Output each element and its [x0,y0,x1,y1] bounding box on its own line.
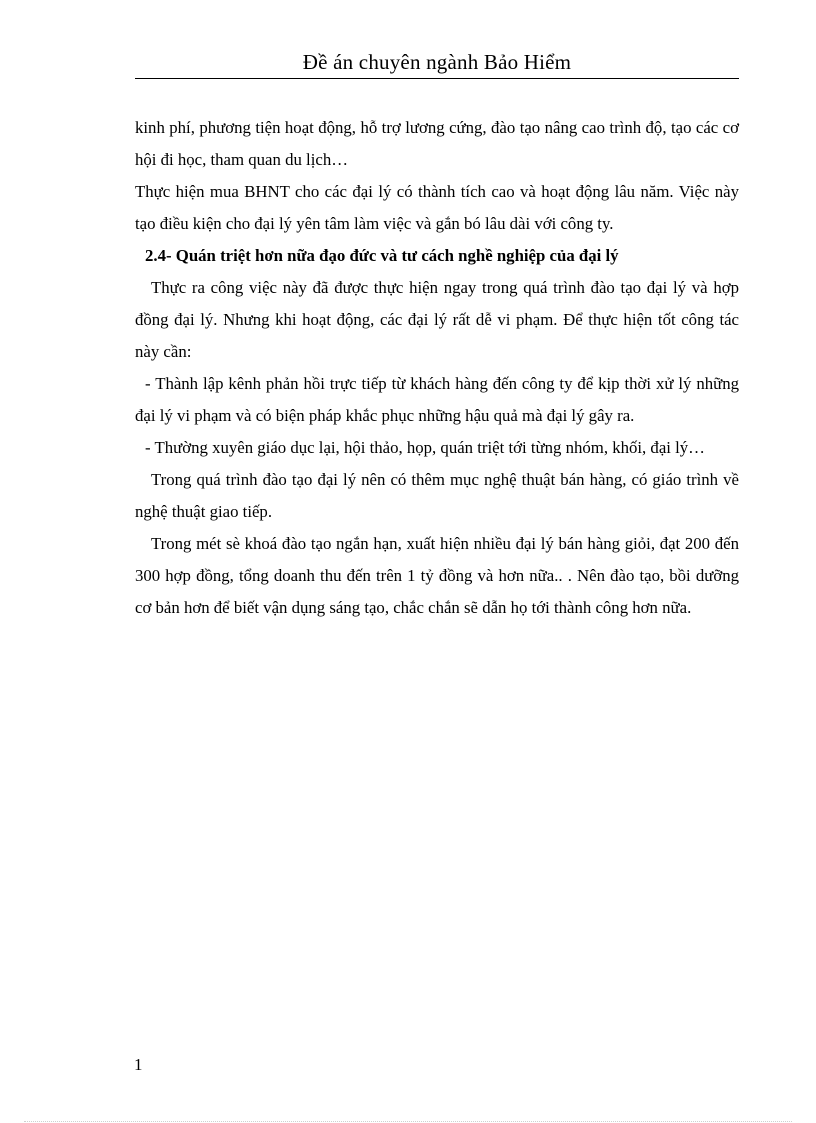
bullet-item-feedback: - Thành lập kênh phản hồi trực tiếp từ khách hàng đến công ty để kịp thời xử lý những đại lý vi phạm và có biện pháp khắc phục những hậu quả mà đại lý gây ra. [135,374,739,425]
document-title: Đề án chuyên ngành Bảo Hiểm [302,50,572,74]
bullet-item-education: - Thường xuyên giáo dục lại, hội thảo, họp, quán triệt tới từng nhóm, khối, đại lý… [145,438,705,457]
paragraph-continuation: kinh phí, phương tiện hoạt động, hỗ trợ lương cứng, đào tạo nâng cao trình độ, tạo các cơ hội đi học, tham quan du lịch… [135,118,739,169]
paragraph-training: Trong quá trình đào tạo đại lý nên có thêm mục nghệ thuật bán hàng, có giáo trình về nghệ thuật giao tiếp. [135,470,739,521]
paragraph-intro: Thực ra công việc này đã được thực hiện ngay trong quá trình đào tạo đại lý và hợp đồng đại lý. Nhưng khi hoạt động, các đại lý rất dễ vi phạm. Để thực hiện tốt công tác này cần: [135,278,739,361]
page-number: 1 [134,1055,143,1074]
paragraph-bhnt: Thực hiện mua BHNT cho các đại lý có thành tích cao và hoạt động lâu năm. Việc này tạo điều kiện cho đại lý yên tâm làm việc và gắn bó lâu dài với công ty. [135,182,739,233]
page-bottom-divider [24,1121,792,1122]
document-body [135,112,739,624]
paragraph-short-courses: Trong mét sè khoá đào tạo ngắn hạn, xuất hiện nhiều đại lý bán hàng giỏi, đạt 200 đến 300 hợp đồng, tổng doanh thu đến trên 1 tỷ đồng và hơn nữa.. . Nên đào tạo, bồi dưỡng cơ bản hơn để biết vận dụng sáng tạo, chắc chắn sẽ dẫn họ tới thành công hơn nữa. [135,534,739,617]
section-heading: 2.4- Quán triệt hơn nữa đạo đức và tư cách nghề nghiệp của đại lý [145,246,619,265]
page-header [135,46,739,79]
